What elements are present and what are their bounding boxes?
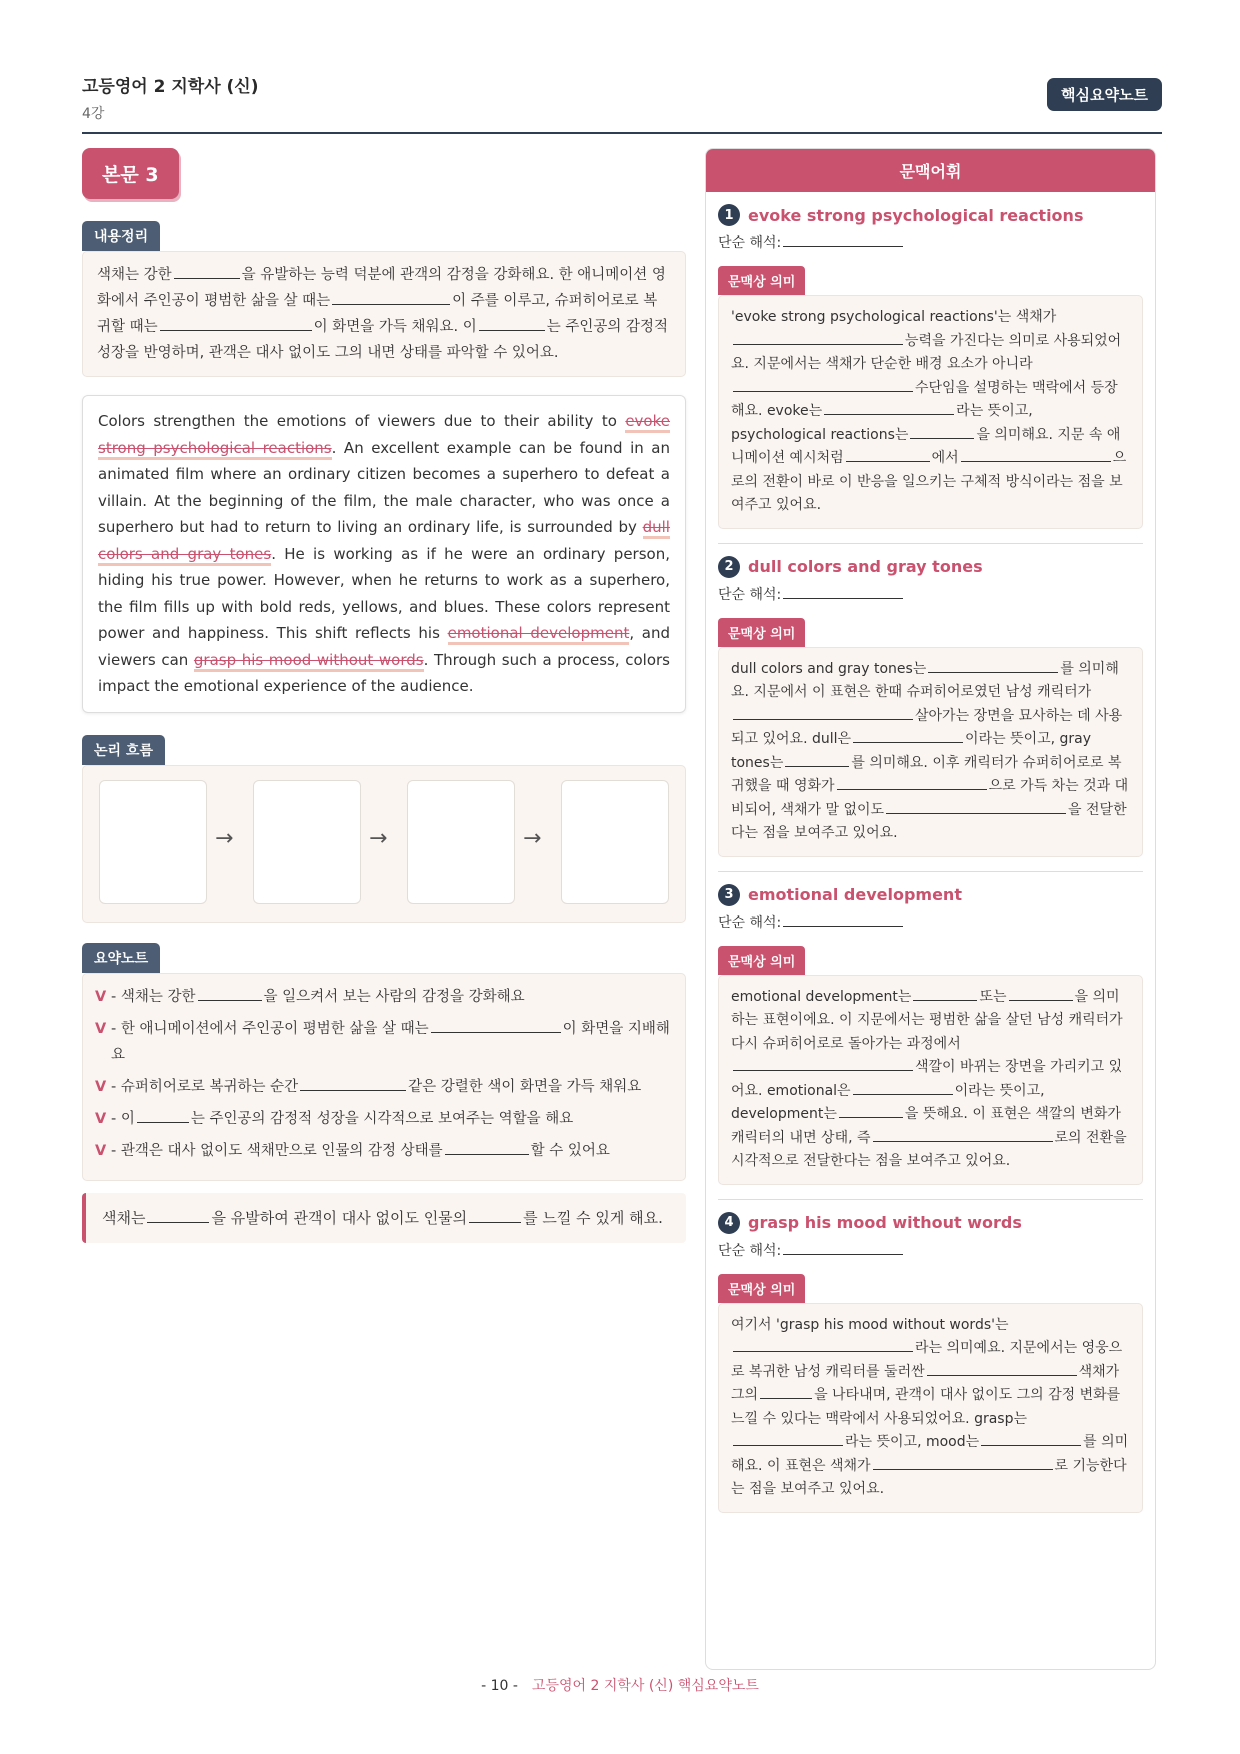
fill-blank[interactable] (445, 1140, 529, 1155)
summary-text: 이 주를 이루고, 슈퍼히어로로 복귀할 때는 (97, 293, 658, 335)
logic-flow-box (82, 765, 686, 923)
vocab-heading (718, 1212, 1143, 1234)
meaning-text: 을 의미해요. 지문 속 애니메이션 예시처럼 (731, 426, 1121, 466)
content-summary-box (82, 251, 686, 377)
left-column (82, 148, 686, 1243)
summary-item (95, 1074, 673, 1100)
vocab-term: grasp his mood without words (748, 1213, 1022, 1232)
meaning-box (718, 647, 1143, 857)
content-summary-tag: 내용정리 (82, 221, 160, 251)
vocab-item-1 (706, 204, 1155, 544)
english-passage (82, 395, 686, 713)
passage-text: . An excellent example can be found in an animated film where an ordinary citizen becomes a superhero to defeat a villain. At the beginning of the film, the male character, who was once a superhero but had to return to living an ordinary life, is surrounded by (98, 438, 671, 536)
fill-blank[interactable] (733, 378, 913, 392)
footer-book-title: 고등영어 2 지학사 (신) 핵심요약노트 (531, 1678, 759, 1694)
simple-label: 단순 해석: (718, 235, 782, 251)
section-label: 본문 3 (82, 148, 179, 199)
meaning-text: 을 의미하는 표현이에요. 이 지문에서는 평범한 삶을 살던 남성 캐릭터가 다시 슈퍼히어로로 돌아가는 과정에서 (731, 988, 1123, 1052)
meaning-box (718, 295, 1143, 529)
number-badge: 4 (718, 1212, 740, 1234)
item-text: - 관객은 대사 없이도 색채만으로 인물의 감정 상태를 (111, 1142, 443, 1159)
fill-blank[interactable] (783, 1241, 903, 1255)
meaning-box (718, 975, 1143, 1185)
meaning-text: 색깔이 바뀌는 장면을 가리키고 있어요. emotional은 (731, 1059, 1123, 1099)
fill-blank[interactable] (300, 1076, 406, 1091)
summary-text: 을 유발하는 능력 덕분에 관객의 감정을 강화해요. 한 애니메이션 영화에서 주인공이 평범한 삶을 살 때는 (97, 267, 666, 309)
check-mark-icon: V (95, 988, 107, 1005)
fill-blank[interactable] (469, 1208, 521, 1223)
meaning-text: 로 기능한다는 점을 보여주고 있어요. (731, 1457, 1127, 1497)
fill-blank[interactable] (332, 291, 450, 306)
fill-blank[interactable] (198, 986, 262, 1001)
fill-blank[interactable] (785, 753, 849, 767)
meaning-text: 을 나타내며, 관객이 대사 없이도 그의 감정 변화를 느낄 수 있다는 맥락에서 사용되었어요. grasp는 (731, 1387, 1121, 1427)
item-text: - 이 (111, 1110, 135, 1127)
fill-blank[interactable] (1009, 987, 1073, 1001)
fill-blank[interactable] (783, 233, 903, 247)
meaning-box (718, 1303, 1143, 1513)
fill-blank[interactable] (733, 1338, 913, 1352)
vocab-term: dull colors and gray tones (748, 557, 983, 576)
fill-blank[interactable] (928, 659, 1058, 673)
vocab-heading (718, 556, 1143, 578)
logic-flow-section (82, 735, 686, 923)
passage-text: . Through such a process, colors impact the emotional experience of the audience. (98, 650, 670, 695)
context-vocab-panel (705, 148, 1156, 1670)
item-text: 할 수 있어요 (530, 1142, 610, 1159)
meaning-text: 능력을 가진다는 의미로 사용되었어요. 지문에서는 색채가 단순한 배경 요소가 아니라 (731, 332, 1122, 372)
fill-blank[interactable] (873, 1456, 1053, 1470)
vocab-heading (718, 204, 1143, 226)
fill-blank[interactable] (479, 317, 545, 332)
divider (718, 871, 1143, 872)
meaning-text: 여기서 'grasp his mood without words'는 (731, 1316, 1009, 1333)
item-text: 같은 강렬한 색이 화면을 가득 채워요 (408, 1078, 642, 1095)
check-mark-icon: V (95, 1110, 107, 1127)
check-mark-icon: V (95, 1078, 107, 1095)
fill-blank[interactable] (733, 706, 913, 720)
flow-step-box[interactable] (253, 780, 361, 904)
meaning-text: emotional development는 (731, 988, 912, 1005)
fill-blank[interactable] (760, 1385, 812, 1399)
simple-translation (718, 912, 1143, 932)
arrow-right-icon: → (523, 825, 542, 851)
fill-blank[interactable] (160, 317, 312, 332)
passage-text: Colors strengthen the emotions of viewers due to their ability to (98, 412, 617, 430)
page-number: - 10 - (481, 1678, 518, 1694)
summary-item (95, 1016, 673, 1068)
vocab-term: evoke strong psychological reactions (748, 205, 1084, 225)
divider (718, 543, 1143, 544)
summary-note-box (82, 973, 686, 1181)
fill-blank[interactable] (886, 800, 1066, 814)
summary-note-tag: 요약노트 (82, 943, 160, 973)
fill-blank[interactable] (846, 448, 930, 462)
vocab-item-4 (706, 1212, 1155, 1513)
number-badge: 2 (718, 556, 740, 578)
fill-blank[interactable] (733, 331, 903, 345)
passage-text: . He is working as if he were an ordinary person, hiding his true power. However, when he returns to work as a superhero, the film fills up with bold reds, yellows, and blues. These colors represent power and happiness. This shift reflects his (98, 544, 670, 642)
note-badge: 핵심요약노트 (1047, 78, 1162, 111)
summary-item (95, 1106, 673, 1132)
simple-label: 단순 해석: (718, 586, 782, 603)
highlight-dull-colors: dull colors and gray tones (98, 518, 670, 566)
callout-text: 색채는 (102, 1208, 146, 1227)
vocab-heading (718, 884, 1143, 906)
page-footer (0, 1675, 1240, 1695)
vocab-item-3 (706, 884, 1155, 1200)
meaning-text: 이라는 뜻이고, development는 (731, 1082, 1045, 1122)
summary-text: 색채는 강한 (97, 267, 172, 283)
item-text: 을 일으켜서 보는 사람의 감정을 강화해요 (263, 988, 525, 1005)
item-text: - 슈퍼히어로로 복귀하는 순간 (111, 1078, 299, 1095)
fill-blank[interactable] (927, 1362, 1077, 1376)
meaning-text: 또는 (979, 988, 1007, 1005)
meaning-text: 'evoke strong psychological reactions'는 색채가 (731, 309, 1057, 325)
summary-text: 는 주인공의 감정적 성장을 반영하며, 관객은 대사 없이도 그의 내면 상태를 파악할 수 있어요. (97, 319, 669, 361)
check-mark-icon: V (95, 1142, 107, 1159)
book-title: 고등영어 2 지학사 (신) (82, 77, 259, 97)
simple-label: 단순 해석: (718, 1242, 782, 1259)
meaning-text: 라는 의미예요. 지문에서는 영웅으로 복귀한 남성 캐릭터를 둘러싼 (731, 1340, 1123, 1380)
summary-note-section (82, 943, 686, 1181)
callout-text: 를 느낄 수 있게 해요. (523, 1208, 663, 1227)
fill-blank[interactable] (174, 265, 240, 280)
highlight-grasp-mood: grasp his mood without words (194, 651, 424, 672)
meaning-text: 에서 (931, 450, 959, 466)
meaning-text: 으로의 전환이 바로 이 반응을 일으키는 구체적 방식이라는 점을 보여주고 있어요. (731, 450, 1127, 513)
meaning-text: 을 뜻해요. 이 표현은 색깔의 변화가 캐릭터의 내면 상태, 즉 (731, 1106, 1121, 1146)
fill-blank[interactable] (783, 585, 903, 599)
number-badge: 1 (718, 204, 740, 226)
flow-step-box[interactable] (561, 780, 669, 904)
item-text: - 한 애니메이션에서 주인공이 평범한 삶을 살 때는 (111, 1020, 429, 1037)
callout-text: 을 유발하여 관객이 대사 없이도 인물의 (211, 1208, 468, 1227)
fill-blank[interactable] (853, 729, 963, 743)
passage-text: , and viewers can (98, 624, 671, 669)
check-mark-icon: V (95, 1020, 107, 1037)
simple-translation (718, 1240, 1143, 1260)
fill-blank[interactable] (961, 448, 1111, 462)
meaning-text: 로의 전환을 시각적으로 전달한다는 점을 보여주고 있어요. (731, 1129, 1127, 1169)
meaning-text: 를 의미해요. 이후 캐릭터가 슈퍼히어로로 복귀했을 때 영화가 (731, 754, 1122, 794)
vocab-term: emotional development (748, 885, 962, 904)
fill-blank[interactable] (733, 1432, 843, 1446)
simple-translation (718, 584, 1143, 604)
meaning-text: 라는 뜻이고, psychological reactions는 (731, 403, 1033, 443)
meaning-text: 으로 가득 차는 것과 대비되어, 색채가 말 없이도 (731, 778, 1129, 818)
meaning-tag: 문맥상 의미 (718, 946, 805, 975)
fill-blank[interactable] (824, 401, 954, 415)
flow-step-box[interactable] (99, 780, 207, 904)
divider (718, 1199, 1143, 1200)
fill-blank[interactable] (431, 1018, 561, 1033)
meaning-text: 살아가는 장면을 묘사하는 데 사용되고 있어요. dull은 (731, 707, 1123, 747)
logic-flow-tag: 논리 흐름 (82, 735, 165, 765)
meaning-text: 색채가 그의 (731, 1363, 1120, 1403)
key-sentence-callout (82, 1193, 686, 1243)
meaning-text: 이라는 뜻이고, gray tones는 (731, 731, 1092, 771)
meaning-text: dull colors and gray tones는 (731, 660, 927, 677)
meaning-text: 을 전달한다는 점을 보여주고 있어요. (731, 801, 1127, 841)
item-text: - 색채는 강한 (111, 988, 196, 1005)
fill-blank[interactable] (853, 1081, 953, 1095)
arrow-right-icon: → (369, 825, 388, 851)
meaning-text: 를 의미해요. 지문에서 이 표현은 한때 슈퍼히어로였던 남성 캐릭터가 (731, 660, 1119, 700)
meaning-tag: 문맥상 의미 (718, 266, 805, 295)
fill-blank[interactable] (913, 987, 977, 1001)
summary-text: 이 화면을 가득 채워요. 이 (313, 319, 477, 335)
fill-blank[interactable] (873, 1128, 1053, 1142)
fill-blank[interactable] (137, 1108, 189, 1123)
fill-blank[interactable] (733, 1057, 913, 1071)
fill-blank[interactable] (783, 913, 903, 927)
page-header (82, 70, 1162, 134)
highlight-emotional-development: emotional development (448, 624, 630, 645)
meaning-text: 를 의미해요. 이 표현은 색채가 (731, 1434, 1129, 1474)
lesson-label: 4강 (82, 106, 105, 122)
simple-translation (718, 232, 1143, 252)
vocab-panel-title: 문맥어휘 (706, 149, 1155, 192)
meaning-text: 수단임을 설명하는 맥락에서 등장해요. evoke는 (731, 379, 1118, 419)
item-text: 이 화면을 지배해요 (111, 1020, 670, 1063)
fill-blank[interactable] (910, 425, 974, 439)
fill-blank[interactable] (147, 1208, 209, 1223)
highlight-evoke: evoke strong psychological reactions (98, 412, 670, 460)
vocab-item-2 (706, 556, 1155, 872)
fill-blank[interactable] (837, 776, 987, 790)
meaning-tag: 문맥상 의미 (718, 1274, 805, 1303)
summary-item (95, 984, 673, 1010)
fill-blank[interactable] (981, 1432, 1081, 1446)
item-text: 는 주인공의 감정적 성장을 시각적으로 보여주는 역할을 해요 (190, 1110, 574, 1127)
flow-step-box[interactable] (407, 780, 515, 904)
arrow-right-icon: → (215, 825, 234, 851)
fill-blank[interactable] (839, 1104, 903, 1118)
meaning-text: 라는 뜻이고, mood는 (845, 1434, 980, 1450)
meaning-tag: 문맥상 의미 (718, 618, 805, 647)
simple-label: 단순 해석: (718, 914, 782, 931)
summary-item (95, 1138, 673, 1164)
number-badge: 3 (718, 884, 740, 906)
content-summary-section (82, 221, 686, 377)
